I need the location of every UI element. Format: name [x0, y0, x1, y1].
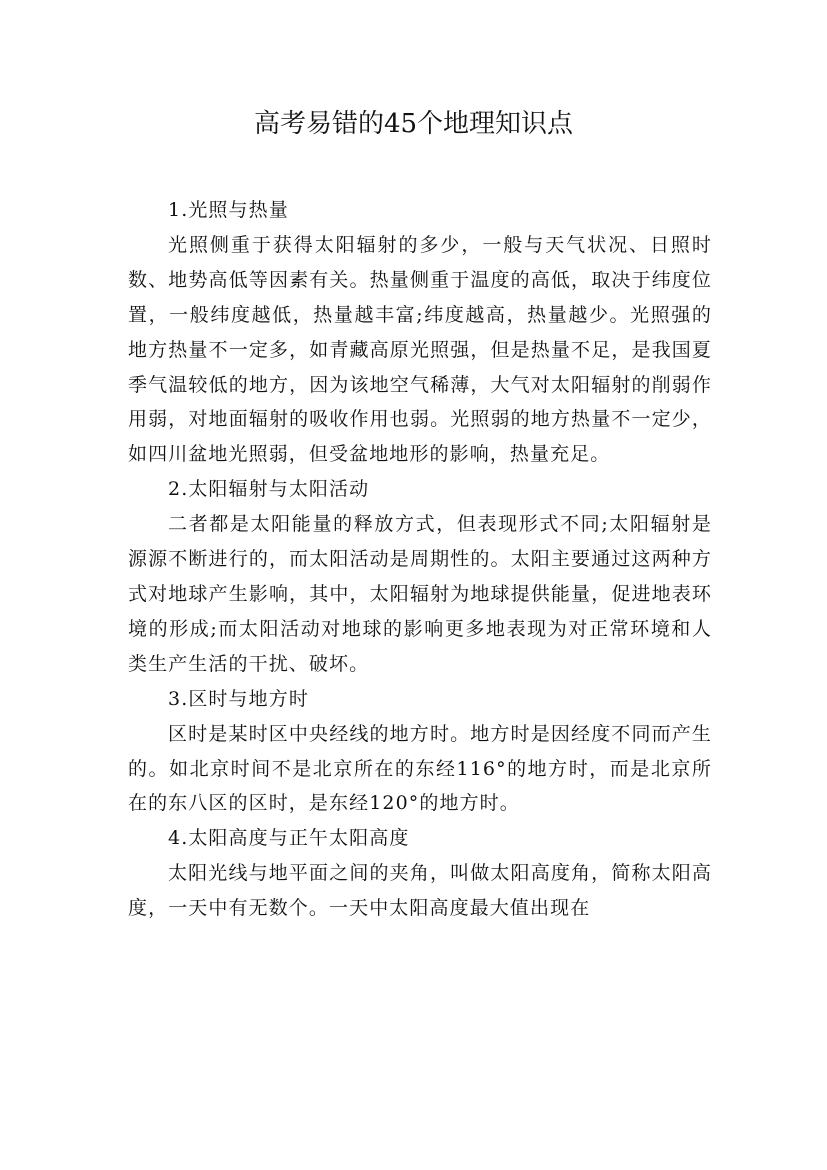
section-heading-3: 3.区时与地方时 [168, 687, 309, 710]
section-paragraph-4: 太阳光线与地平面之间的夹角，叫做太阳高度角，简称太阳高度，一天中有无数个。一天中太阳高度最大值出现在 [128, 862, 712, 920]
document-body [128, 193, 712, 926]
section-heading-2: 2.太阳辐射与太阳活动 [168, 478, 370, 501]
section-paragraph-1: 光照侧重于获得太阳辐射的多少，一般与天气状况、日照时数、地势高低等因素有关。热量侧重于温度的高低，取决于纬度位置，一般纬度越低，热量越丰富;纬度越高，热量越少。光照强的地方热量不一定多，如青藏高原光照强，但是热量不足，是我国夏季气温较低的地方，因为该地空气稀薄，大气对太阳辐射的削弱作用弱，对地面辐射的吸收作用也弱。光照弱的地方热量不一定少，如四川盆地光照弱，但受盆地地形的影响，热量充足。 [128, 233, 712, 466]
section-paragraph-2: 二者都是太阳能量的释放方式，但表现形式不同;太阳辐射是源源不断进行的，而太阳活动是周期性的。太阳主要通过这两种方式对地球产生影响，其中，太阳辐射为地球提供能量，促进地表环境的形成;而太阳活动对地球的影响更多地表现为对正常环境和人类生产生活的干扰、破坏。 [128, 513, 712, 675]
document-title: 高考易错的45个地理知识点 [253, 109, 574, 139]
section-heading-4: 4.太阳高度与正午太阳高度 [168, 827, 410, 850]
section-heading-1: 1.光照与热量 [168, 199, 289, 221]
section-paragraph-3: 区时是某时区中央经线的地方时。地方时是因经度不同而产生的。如北京时间不是北京所在的东经116°的地方时，而是北京所在的东八区的区时，是东经120°的地方时。 [128, 722, 712, 815]
